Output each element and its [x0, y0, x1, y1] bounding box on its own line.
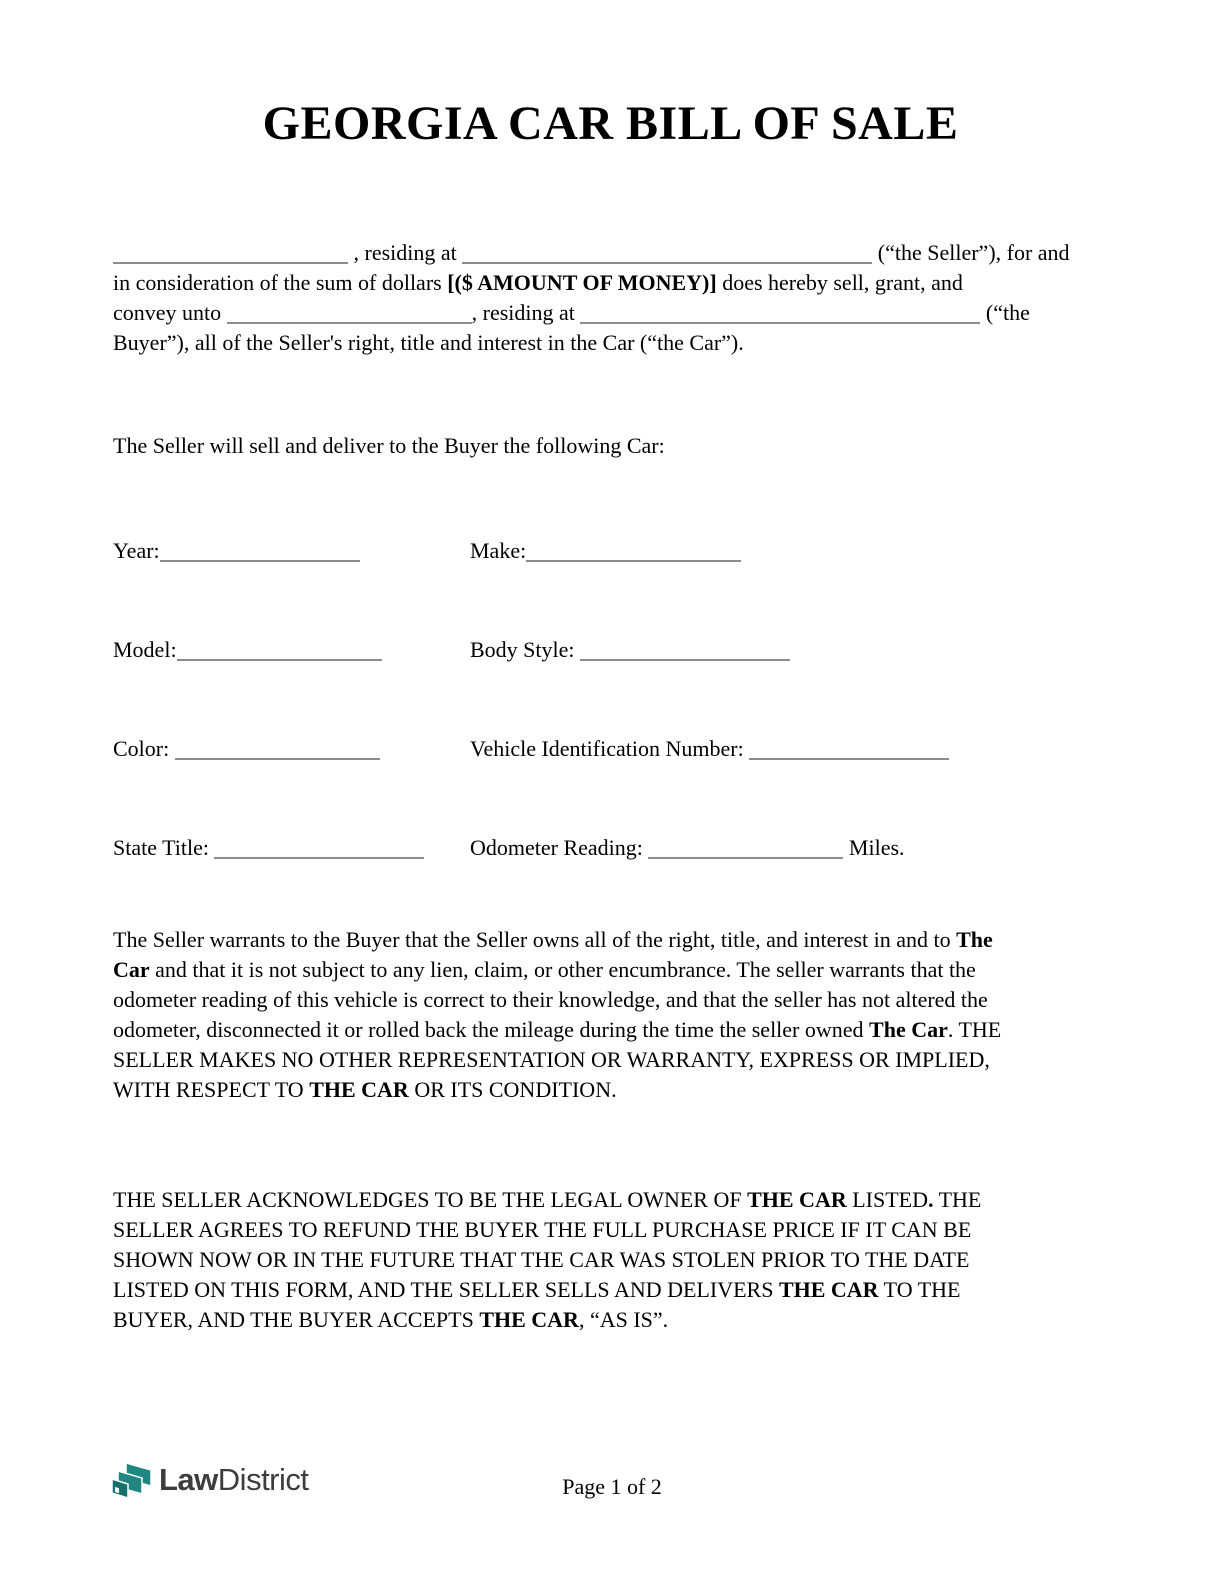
blank-line: [749, 740, 949, 760]
page-footer: [0, 1458, 1224, 1506]
bold-text: Car: [113, 957, 150, 982]
bold-text: [($ AMOUNT OF MONEY)]: [447, 270, 717, 295]
bold-text: THE CAR: [309, 1077, 409, 1102]
bold-text: The: [956, 927, 993, 952]
blank-line: [175, 740, 380, 760]
blank-line: [462, 244, 872, 264]
vehicle-details-grid: [113, 536, 1108, 863]
blank-line: [580, 304, 980, 324]
field-model: Model:: [113, 635, 470, 665]
bold-text: THE CAR: [778, 1277, 879, 1302]
field-body-style: Body Style:: [470, 635, 1108, 665]
blank-line: [113, 244, 348, 264]
blank-line: [160, 542, 360, 562]
bold-text: THE CAR: [747, 1187, 847, 1212]
bold-text: THE CAR: [479, 1307, 579, 1332]
blank-line: [214, 839, 424, 859]
blank-line: [526, 542, 741, 562]
bold-text: .: [927, 1187, 934, 1212]
field-state-title: State Title:: [113, 833, 470, 863]
warranty-paragraph: The Seller warrants to the Buyer that the Seller owns all of the right, title, and interest in and to The Car and that it is not subject to any lien, claim, or other encumbrance. The seller warrants that the odometer reading of this vehicle is correct to their knowledge, and that the seller has not altered the odometer, disconnected it or rolled back the mileage during the time the seller owned The Car. THE SELLER MAKES NO OTHER REPRESENTATION OR WARRANTY, EXPRESS OR IMPLIED, WITH RESPECT TO THE CAR OR ITS CONDITION.: [113, 927, 1002, 1102]
intro-paragraph: , residing at (“the Seller”), for and in consideration of the sum of dollars [($ AMOUNT OF MONEY)] does hereby sell, grant, and convey unto , residing at (“the Buyer”), all of the Seller's right, title and interest in the Car (“the Car”).: [113, 240, 1070, 355]
document-title: GEORGIA CAR BILL OF SALE: [262, 97, 959, 150]
blank-line: [580, 641, 790, 661]
sell-deliver-line: The Seller will sell and deliver to the Buyer the following Car:: [113, 433, 665, 458]
blank-line: [648, 839, 843, 859]
field-odometer: Odometer Reading: Miles.: [470, 835, 905, 860]
field-color: Color:: [113, 734, 470, 764]
bold-text: The Car: [869, 1017, 948, 1042]
field-make: Make:: [470, 536, 1108, 566]
field-year: Year:: [113, 536, 470, 566]
field-vin: Vehicle Identification Number:: [470, 734, 1108, 764]
blank-line: [227, 304, 472, 324]
page-number: Page 1 of 2: [562, 1474, 662, 1499]
logo-text-district: District: [217, 1462, 309, 1497]
logo-text-law: Law: [159, 1462, 218, 1497]
acknowledgment-paragraph: THE SELLER ACKNOWLEDGES TO BE THE LEGAL OWNER OF THE CAR LISTED. THE SELLER AGREES TO REFUND THE BUYER THE FULL PURCHASE PRICE IF IT CAN BE SHOWN NOW OR IN THE FUTURE THAT THE CAR WAS STOLEN PRIOR TO THE DATE LISTED ON THIS FORM, AND THE SELLER SELLS AND DELIVERS THE CAR TO THE BUYER, AND THE BUYER ACCEPTS THE CAR, “AS IS”.: [113, 1187, 982, 1332]
blank-line: [177, 641, 382, 661]
